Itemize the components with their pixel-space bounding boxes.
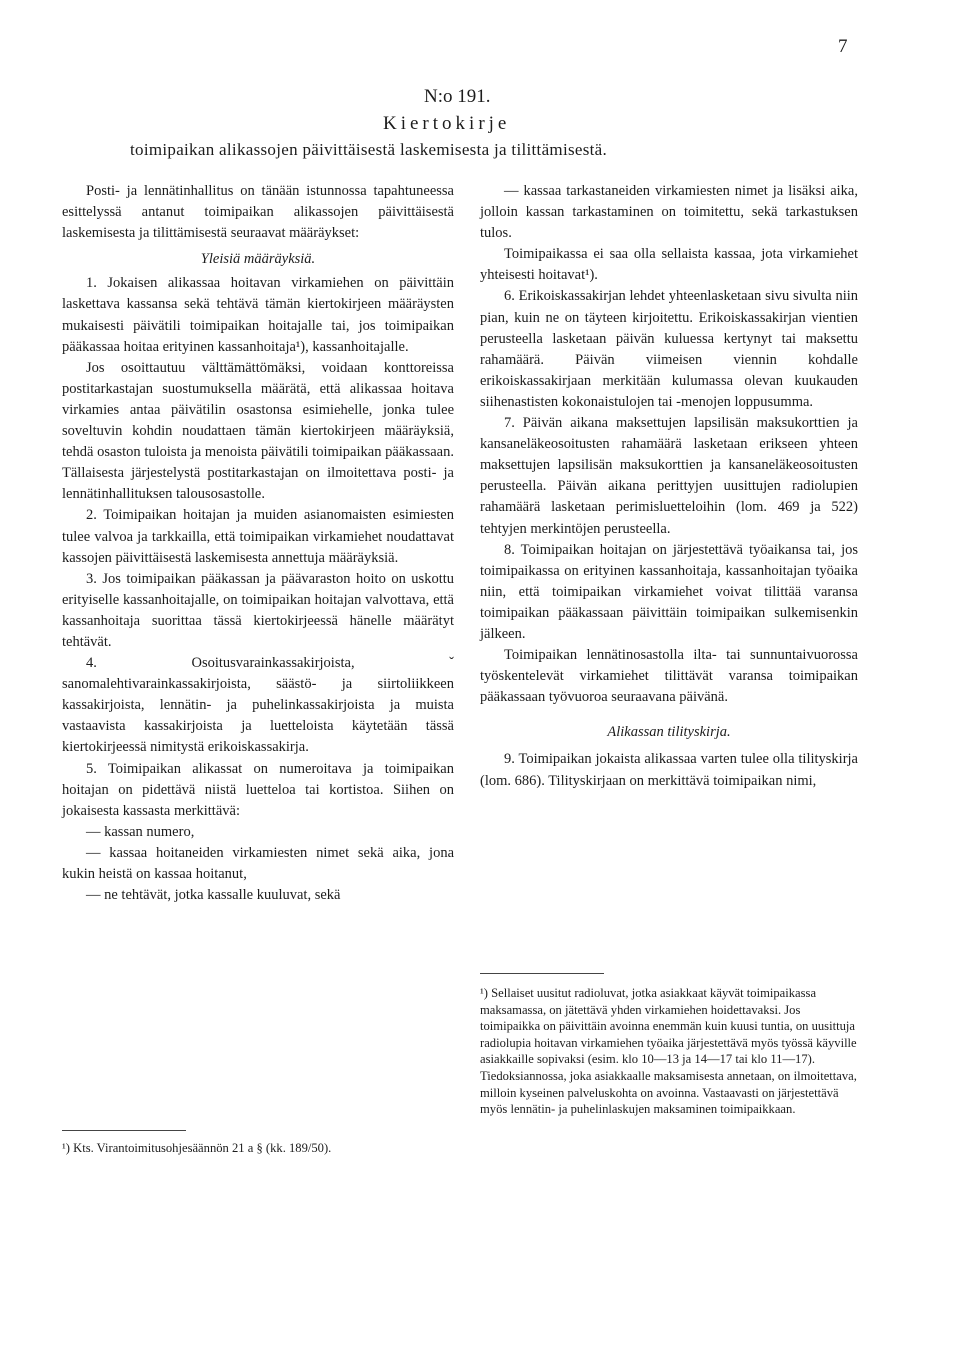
paragraph: 3. Jos toimipaikan pääkassan ja päävaraston hoito on uskottu erityiselle kassanhoitajalle, on toimipaikan hoitajan valvottava, että kassanhoitaja suorittaa tässä kiertokirjeessä hänelle määrätyt tehtävät. <box>62 570 454 650</box>
paragraph: 6. Erikoiskassakirjan lehdet yhteenlasketaan sivu sivulta niin pian, kuin ne on täyteen kirjoitettu. Erikoiskassakirjan vientien perusteella lasketaan päivän kuluessa kertynyt tai maksettu rahamäärä. Päivän viimeisen viennin kohdalle erikoiskassakirjaan merkitään kulumassa olevan kuukauden siihenastisten kokonaistulojen tai -menojen loppusumma. <box>480 288 858 410</box>
list-item: — kassan numero, <box>86 823 195 840</box>
paragraph: 8. Toimipaikan hoitajan on järjestettävä työaikansa tai, jos toimipaikassa on erityinen kassanhoitaja, kassanhoitajan työaika niin, että toimipaikan virkamiehet voivat tilittää varansa toimipaikan pääkassaan päivittäin toimipaikan sulkemisenkin jälkeen. <box>480 541 858 642</box>
circular-number: N:o 191. <box>424 86 491 107</box>
paragraph: 7. Päivän aikana maksettujen lapsilisän maksukorttien ja kansaneläkeosoitusten rahamäärä lasketaan erikseen yhteen maksettujen lapsilisän maksukorttien ja kansaneläkeosoitusten perusteella. Päivän aikana perittyjen uusittujen radiolupien rahamäärä lasketaan perimisluetteloihin (lom. 469 ja 522) tehtyjen merkintöjen perusteella. <box>480 415 858 537</box>
document-title: toimipaikan alikassojen päivittäisestä laskemisesta ja tilittämisestä. <box>130 140 608 159</box>
left-column <box>62 181 454 906</box>
list-item: — kassaa hoitaneiden virkamiesten nimet sekä aika, jona kukin heistä on kassaa hoitanut, <box>62 844 454 882</box>
list-item: — ne tehtävät, jotka kassalle kuuluvat, sekä <box>86 887 341 904</box>
paragraph: Toimipaikassa ei saa olla sellaista kassaa, jota virkamiehet yhteisesti hoitavat¹). <box>480 246 858 284</box>
section-heading: Alikassan tilityskirja. <box>607 724 731 741</box>
footnote-right: ¹) Sellaiset uusitut radioluvat, jotka asiakkaat käyvät toimipaikassa maksamassa, on jätettävä yhden virkamiehen hoidettavaksi. Jos toimipaikka on päivittäin avoinna enemmän kuin kuusi tuntia, on uusittuja radiolupia hoitavan virkamiehen työaika järjestettävä myös työssä käyville asiakkaille sopivaksi (esim. klo 10—13 ja 14—17 tai klo 11—17). Tiedoksiannossa, joka asiakkaalle maksamisesta annetaan, on ilmoitettava, milloin kyseinen palveluskohta on avoinna. Vastaavasti on järjestettävä myös lennätin- ja puhelinlaskujen maksaminen toimipaikkaan. <box>480 986 857 1117</box>
paragraph: 4. Osoitusvarainkassakirjoista, ˇ sanomalehtivarainkassakirjoista, säästö- ja siirtoliikkeen kassakirjoista, lennätin- ja puhelinkassakirjoista ja muista vastaavista kassakirjoista ja luetteloista käytetään tässä kiertokirjeessä nimitystä erikoiskassakirja. <box>62 655 454 756</box>
document-type: Kiertokirje <box>383 113 511 134</box>
paragraph: Jos osoittautuu välttämättömäksi, voidaan konttoreissa postitarkastajan suostumuksella määrätä, että alikassaa hoitava virkamies antaa päivätilin osastonsa esimiehelle, jonka tulee soveltuvin kohdin noudattaen tämän kiertokirjeen määräyksiä, tehdä osaston tuloista ja menoista päivätili toimipaikan pääkassaan. Tällaisesta järjestelystä postitarkastajan on ilmoitettava posti- ja lennätinhallituksen talousosastolle. <box>62 359 454 503</box>
list-item: — kassaa tarkastaneiden virkamiesten nimet ja lisäksi aika, jolloin kassan tarkastaminen on toimitettu, sekä tarkastuksen tulos. <box>480 183 858 242</box>
paragraph: Toimipaikan lennätinosastolla ilta- tai sunnuntaivuorossa työskentelevät virkamiehet tilittävät varansa toimipaikan pääkassaan työvuoroa seuraavana päivänä. <box>480 647 858 706</box>
page-number: 7 <box>838 36 848 57</box>
paragraph: 5. Toimipaikan alikassat on numeroitava ja toimipaikan hoitajan on pidettävä niistä luetteloa tai kortistoa. Siihen on jokaisesta kassasta merkittävä: <box>62 760 454 819</box>
section-heading: Yleisiä määräyksiä. <box>200 251 316 268</box>
paragraph: Posti- ja lennätinhallitus on tänään istunnossa tapahtuneessa esittelyssä antanut toimipaikan alikassojen päivittäisestä laskemisesta ja tilittämisestä seuraavat määräykset: <box>62 183 454 242</box>
right-column <box>480 181 858 792</box>
paragraph: 1. Jokaisen alikassaa hoitavan virkamiehen on päivittäin laskettava kassansa sekä tehtävä tämän kiertokirjeen määräysten mukaisesti päivätili toimipaikan hoitajalle tai, jos toimipaikan pääkassaa hoitaa erityinen kassanhoitaja¹), kassanhoitajalle. <box>62 275 454 355</box>
footnote-divider <box>480 973 604 974</box>
paragraph: 2. Toimipaikan hoitajan ja muiden asianomaisten esimiesten tulee valvoa ja tarkkailla, että toimipaikan virkamiehet noudattavat kassojen päivittäisestä laskemisesta annettuja määräyksiä. <box>62 507 454 566</box>
paragraph: 9. Toimipaikan jokaista alikassaa varten tulee olla tilityskirja (lom. 686). Tilityskirjaan on merkittävä toimipaikan nimi, <box>480 751 858 789</box>
footnote-left: ¹) Kts. Virantoimitusohjesäännön 21 a § (kk. 189/50). <box>62 1141 332 1155</box>
footnote-divider <box>62 1130 186 1131</box>
